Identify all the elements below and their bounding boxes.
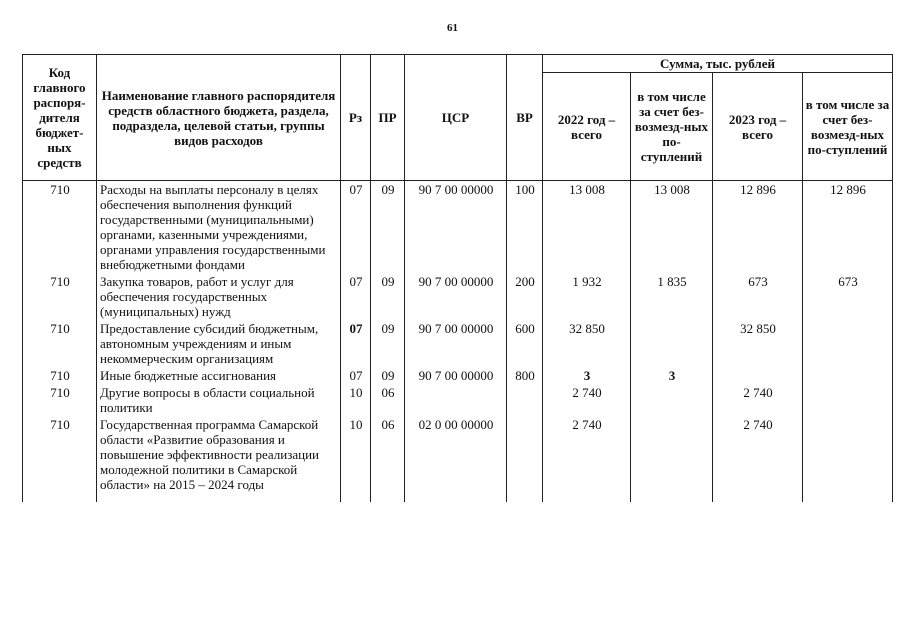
table-row: [23, 416, 893, 502]
cell-2022-grant: [631, 416, 713, 502]
cell-rz: 10: [341, 416, 371, 502]
cell-vr: 600: [507, 320, 543, 367]
cell-2023-grant: [803, 384, 893, 416]
cell-pr: 06: [371, 384, 405, 416]
cell-vr: [507, 416, 543, 502]
cell-rz: 07: [341, 320, 371, 367]
header-vr: ВР: [507, 55, 543, 181]
cell-name: Расходы на выплаты персоналу в целях обеспечения выполнения функций государственными (муниципальными) органами, казенными учреждениями, органами управления государственными внебюджетными фондами: [97, 181, 341, 274]
header-name: Наименование главного распорядителя средств областного бюджета, раздела, подраздела, целевой статьи, группы видов расходов: [97, 55, 341, 181]
cell-pr: 09: [371, 367, 405, 384]
cell-2023-grant: [803, 320, 893, 367]
cell-2022-total: 1 932: [543, 273, 631, 320]
cell-2022-grant: 1 835: [631, 273, 713, 320]
cell-csr: 90 7 00 00000: [405, 367, 507, 384]
cell-rz: 07: [341, 181, 371, 274]
header-2022-total: 2022 год – всего: [543, 73, 631, 181]
table-row: [23, 367, 893, 384]
cell-code: 710: [23, 384, 97, 416]
cell-2022-grant: 3: [631, 367, 713, 384]
cell-2023-total: 2 740: [713, 416, 803, 502]
cell-code: 710: [23, 273, 97, 320]
cell-pr: 09: [371, 320, 405, 367]
header-2022-grant: в том числе за счет без-возмезд-ных по-ступлений: [631, 73, 713, 181]
cell-2023-grant: 673: [803, 273, 893, 320]
cell-2023-grant: [803, 367, 893, 384]
cell-2023-total: 2 740: [713, 384, 803, 416]
cell-code: 710: [23, 320, 97, 367]
cell-csr: 90 7 00 00000: [405, 181, 507, 274]
cell-2023-grant: 12 896: [803, 181, 893, 274]
cell-code: 710: [23, 367, 97, 384]
budget-table: [22, 54, 893, 502]
cell-2023-total: [713, 367, 803, 384]
header-csr: ЦСР: [405, 55, 507, 181]
cell-name: Закупка товаров, работ и услуг для обеспечения государственных (муниципальных) нужд: [97, 273, 341, 320]
header-2023-total: 2023 год – всего: [713, 73, 803, 181]
cell-vr: 100: [507, 181, 543, 274]
cell-name: Предоставление субсидий бюджетным, автономным учреждениям и иным некоммерческим организациям: [97, 320, 341, 367]
cell-2022-total: 2 740: [543, 384, 631, 416]
table-row: [23, 273, 893, 320]
table-row: [23, 320, 893, 367]
cell-vr: 800: [507, 367, 543, 384]
cell-2022-total: 3: [543, 367, 631, 384]
cell-pr: 09: [371, 181, 405, 274]
cell-2022-total: 13 008: [543, 181, 631, 274]
page-number: 61: [447, 22, 458, 34]
cell-pr: 09: [371, 273, 405, 320]
header-pr: ПР: [371, 55, 405, 181]
cell-code: 710: [23, 416, 97, 502]
cell-rz: 07: [341, 367, 371, 384]
header-code: Код главного распоря-дителя бюджет-ных средств: [23, 55, 97, 181]
cell-code: 710: [23, 181, 97, 274]
cell-rz: 07: [341, 273, 371, 320]
cell-name: Иные бюджетные ассигнования: [97, 367, 341, 384]
cell-name: Другие вопросы в области социальной политики: [97, 384, 341, 416]
cell-2023-total: 32 850: [713, 320, 803, 367]
cell-2022-grant: 13 008: [631, 181, 713, 274]
cell-csr: 02 0 00 00000: [405, 416, 507, 502]
cell-2022-grant: [631, 320, 713, 367]
cell-2023-grant: [803, 416, 893, 502]
cell-2022-total: 2 740: [543, 416, 631, 502]
header-rz: Рз: [341, 55, 371, 181]
header-sum: Сумма, тыс. рублей: [543, 55, 893, 73]
cell-2022-total: 32 850: [543, 320, 631, 367]
cell-rz: 10: [341, 384, 371, 416]
cell-2023-total: 12 896: [713, 181, 803, 274]
cell-vr: 200: [507, 273, 543, 320]
cell-csr: 90 7 00 00000: [405, 320, 507, 367]
cell-csr: [405, 384, 507, 416]
table-row: [23, 181, 893, 274]
cell-vr: [507, 384, 543, 416]
cell-2023-total: 673: [713, 273, 803, 320]
cell-pr: 06: [371, 416, 405, 502]
table-row: [23, 384, 893, 416]
cell-name: Государственная программа Самарской области «Развитие образования и повышение эффективности реализации молодежной политики в Самарской области» на 2015 – 2024 годы: [97, 416, 341, 502]
cell-2022-grant: [631, 384, 713, 416]
cell-csr: 90 7 00 00000: [405, 273, 507, 320]
header-2023-grant: в том числе за счет без-возмезд-ных по-ступлений: [803, 73, 893, 181]
